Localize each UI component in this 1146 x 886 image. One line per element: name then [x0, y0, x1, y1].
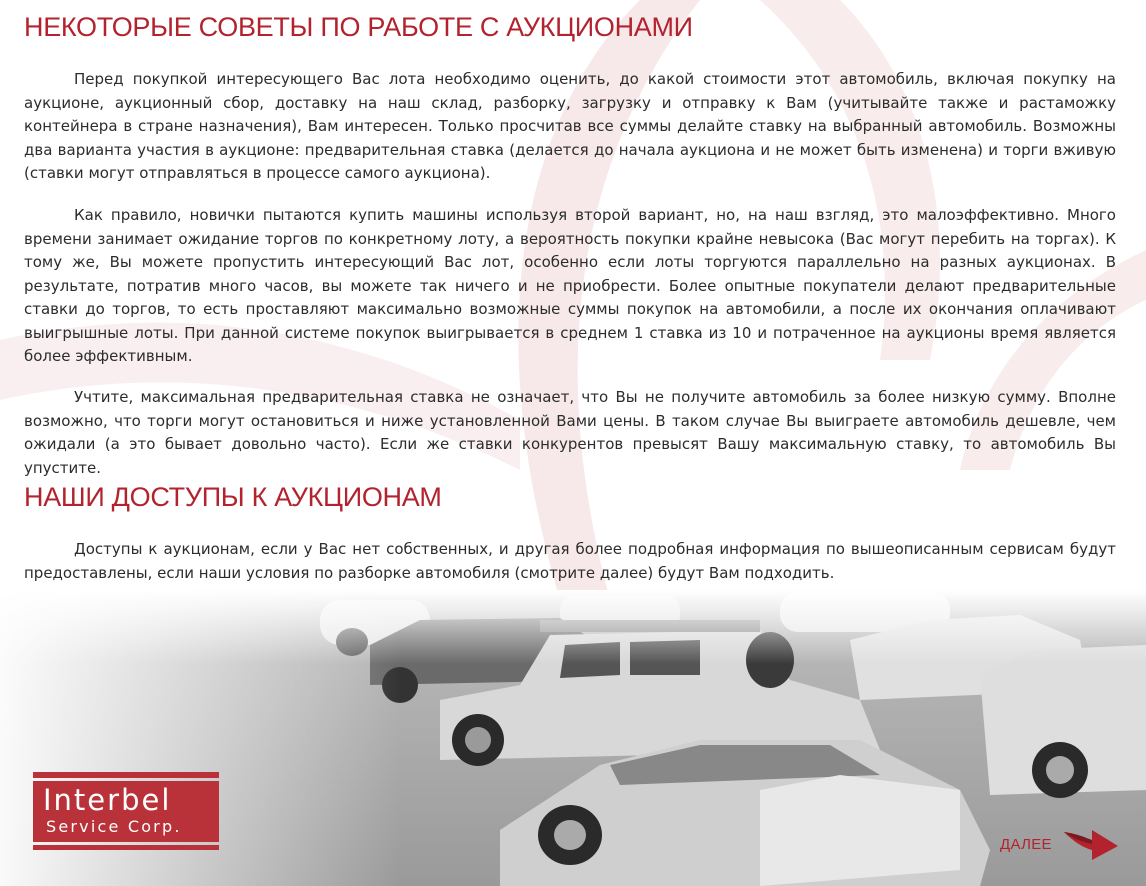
- logo-subtitle: Service Corp.: [46, 817, 182, 836]
- logo-stripe: [33, 772, 219, 778]
- paragraph: Учтите, максимальная предварительная ставка не означает, что Вы не получите автомобиль за более низкую сумму. Вполне возможно, что торги могут остановиться и ниже установленной Вами цены. В таком случае Вы выиграете автомобиль дешевле, чем ожидали (а это бывает довольно часто). Если же ставки конкурентов превысят Вашу максимальную ставку, то автомобиль Вы упустите.: [24, 388, 1116, 477]
- paragraph: Доступы к аукционам, если у Вас нет собственных, и другая более подробная информация по вышеописанным сервисам будут предоставлены, если наши условия по разборке автомобиля (смотрите далее) будут Вам подходить.: [24, 540, 1116, 582]
- section-title-auction-access: НАШИ ДОСТУПЫ К АУКЦИОНАМ: [24, 482, 442, 512]
- logo-name: Interbel: [43, 783, 172, 817]
- company-logo: [33, 772, 219, 850]
- paragraph: Как правило, новички пытаются купить машины используя второй вариант, но, на наш взгляд, это малоэффективно. Много времени занимает ожидание торгов по конкретному лоту, а вероятность покупки крайне невысока (Вас могут перебить на торгах). К тому же, Вы можете пропустить интересующий Вас лот, особенно если лоты торгуются параллельно на разных аукционах. В результате, потратив много часов, вы можете так ничего и не приобрести. Более опытные покупатели делают предварительные ставки до торгов, то есть проставляют максимально возможные суммы покупок на автомобили, а после их окончания оплачивают выигрышные лоты. При данной системе покупок выигрывается в среднем 1 ставка из 10 и потраченное на аукционы время является более эффективным.: [24, 206, 1116, 365]
- arrow-right-icon[interactable]: [1062, 826, 1120, 862]
- section-title-auction-tips: НЕКОТОРЫЕ СОВЕТЫ ПО РАБОТЕ С АУКЦИОНАМИ: [24, 12, 693, 42]
- logo-box: [33, 781, 219, 842]
- paragraph: Перед покупкой интересующего Вас лота необходимо оценить, до какой стоимости этот автомобиль, включая покупку на аукционе, аукционный сбор, доставку на наш склад, разборку, загрузку и отправку к Вам (учитывайте также и растаможку контейнера в стране назначения), Вам интересен. Только просчитав все суммы делайте ставку на выбранный автомобиль. Возможны два варианта участия в аукционе: предварительная ставка (делается до начала аукциона и не может быть изменена) и торги вживую (ставки могут отправляться в процессе самого аукциона).: [24, 70, 1116, 182]
- next-page-link[interactable]: [996, 826, 1126, 866]
- next-label[interactable]: ДАЛЕЕ: [1000, 836, 1052, 853]
- logo-stripe: [33, 845, 219, 850]
